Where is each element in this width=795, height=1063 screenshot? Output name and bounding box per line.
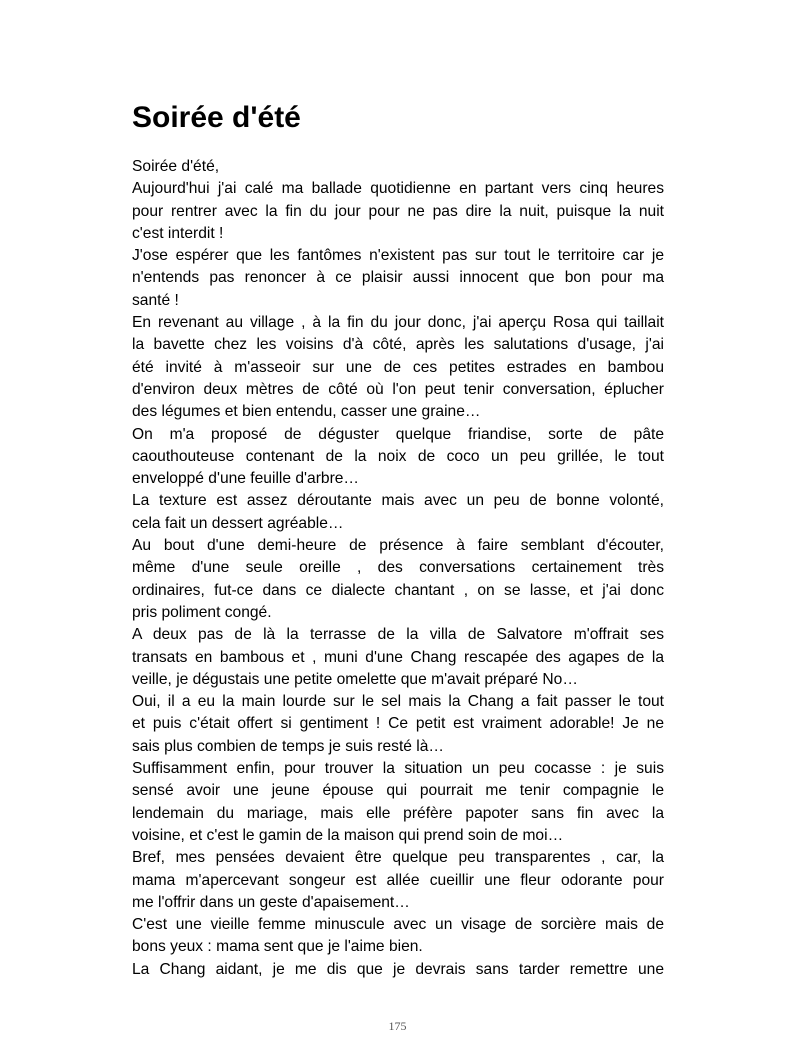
text-line: caouthouteuse contenant de la noix de coco un peu grillée, le tout: [132, 447, 664, 465]
text-line: été invité à m'asseoir sur une de ces petites estrades en bambou: [132, 358, 664, 376]
text-line: Suffisamment enfin, pour trouver la situation un peu cocasse : je suis: [132, 760, 664, 778]
text-line: J'ose espérer que les fantômes n'existent pas sur tout le territoire car je: [132, 247, 664, 265]
text-line: Aujourd'hui j'ai calé ma ballade quotidienne en partant vers cinq heures: [132, 180, 664, 198]
text-line: bons yeux : mama sent que je l'aime bien.: [132, 938, 423, 956]
text-line: sais plus combien de temps je suis resté là…: [132, 737, 445, 755]
text-line: la bavette chez les voisins d'à côté, après les salutations d'usage, j'ai: [132, 336, 664, 354]
text-line: A deux pas de là la terrasse de la villa de Salvatore m'offrait ses: [132, 626, 664, 644]
text-line: même d'une seule oreille , des conversations certainement très: [132, 559, 664, 577]
text-line: n'entends pas renoncer à ce plaisir aussi innocent que bon pour ma: [132, 269, 664, 287]
text-line: Au bout d'une demi-heure de présence à faire semblant d'écouter,: [132, 537, 664, 555]
text-line: Bref, mes pensées devaient être quelque peu transparentes , car, la: [132, 849, 664, 867]
text-line: Soirée d'été,: [132, 158, 220, 175]
text-line: pour rentrer avec la fin du jour pour ne pas dire la nuit, puisque la nuit: [132, 202, 664, 220]
text-line: On m'a proposé de déguster quelque friandise, sorte de pâte: [132, 425, 664, 443]
text-line: mama m'apercevant songeur est allée cueillir une fleur odorante pour: [132, 871, 664, 889]
text-line: La texture est assez déroutante mais avec un peu de bonne volonté,: [132, 492, 664, 510]
text-line: c'est interdit !: [132, 224, 224, 242]
text-line: sensé avoir une jeune épouse qui pourrait me tenir compagnie le: [132, 782, 664, 800]
text-line: Oui, il a eu la main lourde sur le sel mais la Chang a fait passer le tout: [132, 693, 664, 711]
text-line: voisine, et c'est le gamin de la maison qui prend soin de moi…: [132, 826, 564, 844]
text-line: santé !: [132, 291, 179, 309]
page-title: Soirée d'été: [132, 101, 301, 134]
document-body: [132, 156, 664, 981]
text-line: La Chang aidant, je me dis que je devrais sans tarder remettre une: [132, 960, 664, 978]
text-line: d'environ deux mètres de côté où l'on peut tenir conversation, éplucher: [132, 380, 664, 398]
text-line: me l'offrir dans un geste d'apaisement…: [132, 893, 410, 911]
text-line: cela fait un dessert agréable…: [132, 514, 344, 532]
text-line: pris poliment congé.: [132, 603, 272, 621]
text-line: C'est une vieille femme minuscule avec un visage de sorcière mais de: [132, 916, 664, 934]
text-line: En revenant au village , à la fin du jour donc, j'ai aperçu Rosa qui taillait: [132, 314, 664, 332]
text-line: veille, je dégustais une petite omelette que m'avait préparé No…: [132, 670, 578, 688]
text-line: enveloppé d'une feuille d'arbre…: [132, 470, 360, 488]
text-line: et puis c'était offert si gentiment ! Ce petit est vraiment adorable! Je ne: [132, 715, 664, 733]
text-line: ordinaires, fut-ce dans ce dialecte chantant , on se lasse, et j'ai donc: [132, 581, 664, 599]
page-number: 175: [388, 1019, 407, 1033]
text-line: transats en bambous et , muni d'une Chang rescapée des agapes de la: [132, 648, 664, 666]
text-line: des légumes et bien entendu, casser une graine…: [132, 403, 481, 421]
text-line: lendemain du mariage, mais elle préfère papoter sans fin avec la: [132, 804, 664, 822]
